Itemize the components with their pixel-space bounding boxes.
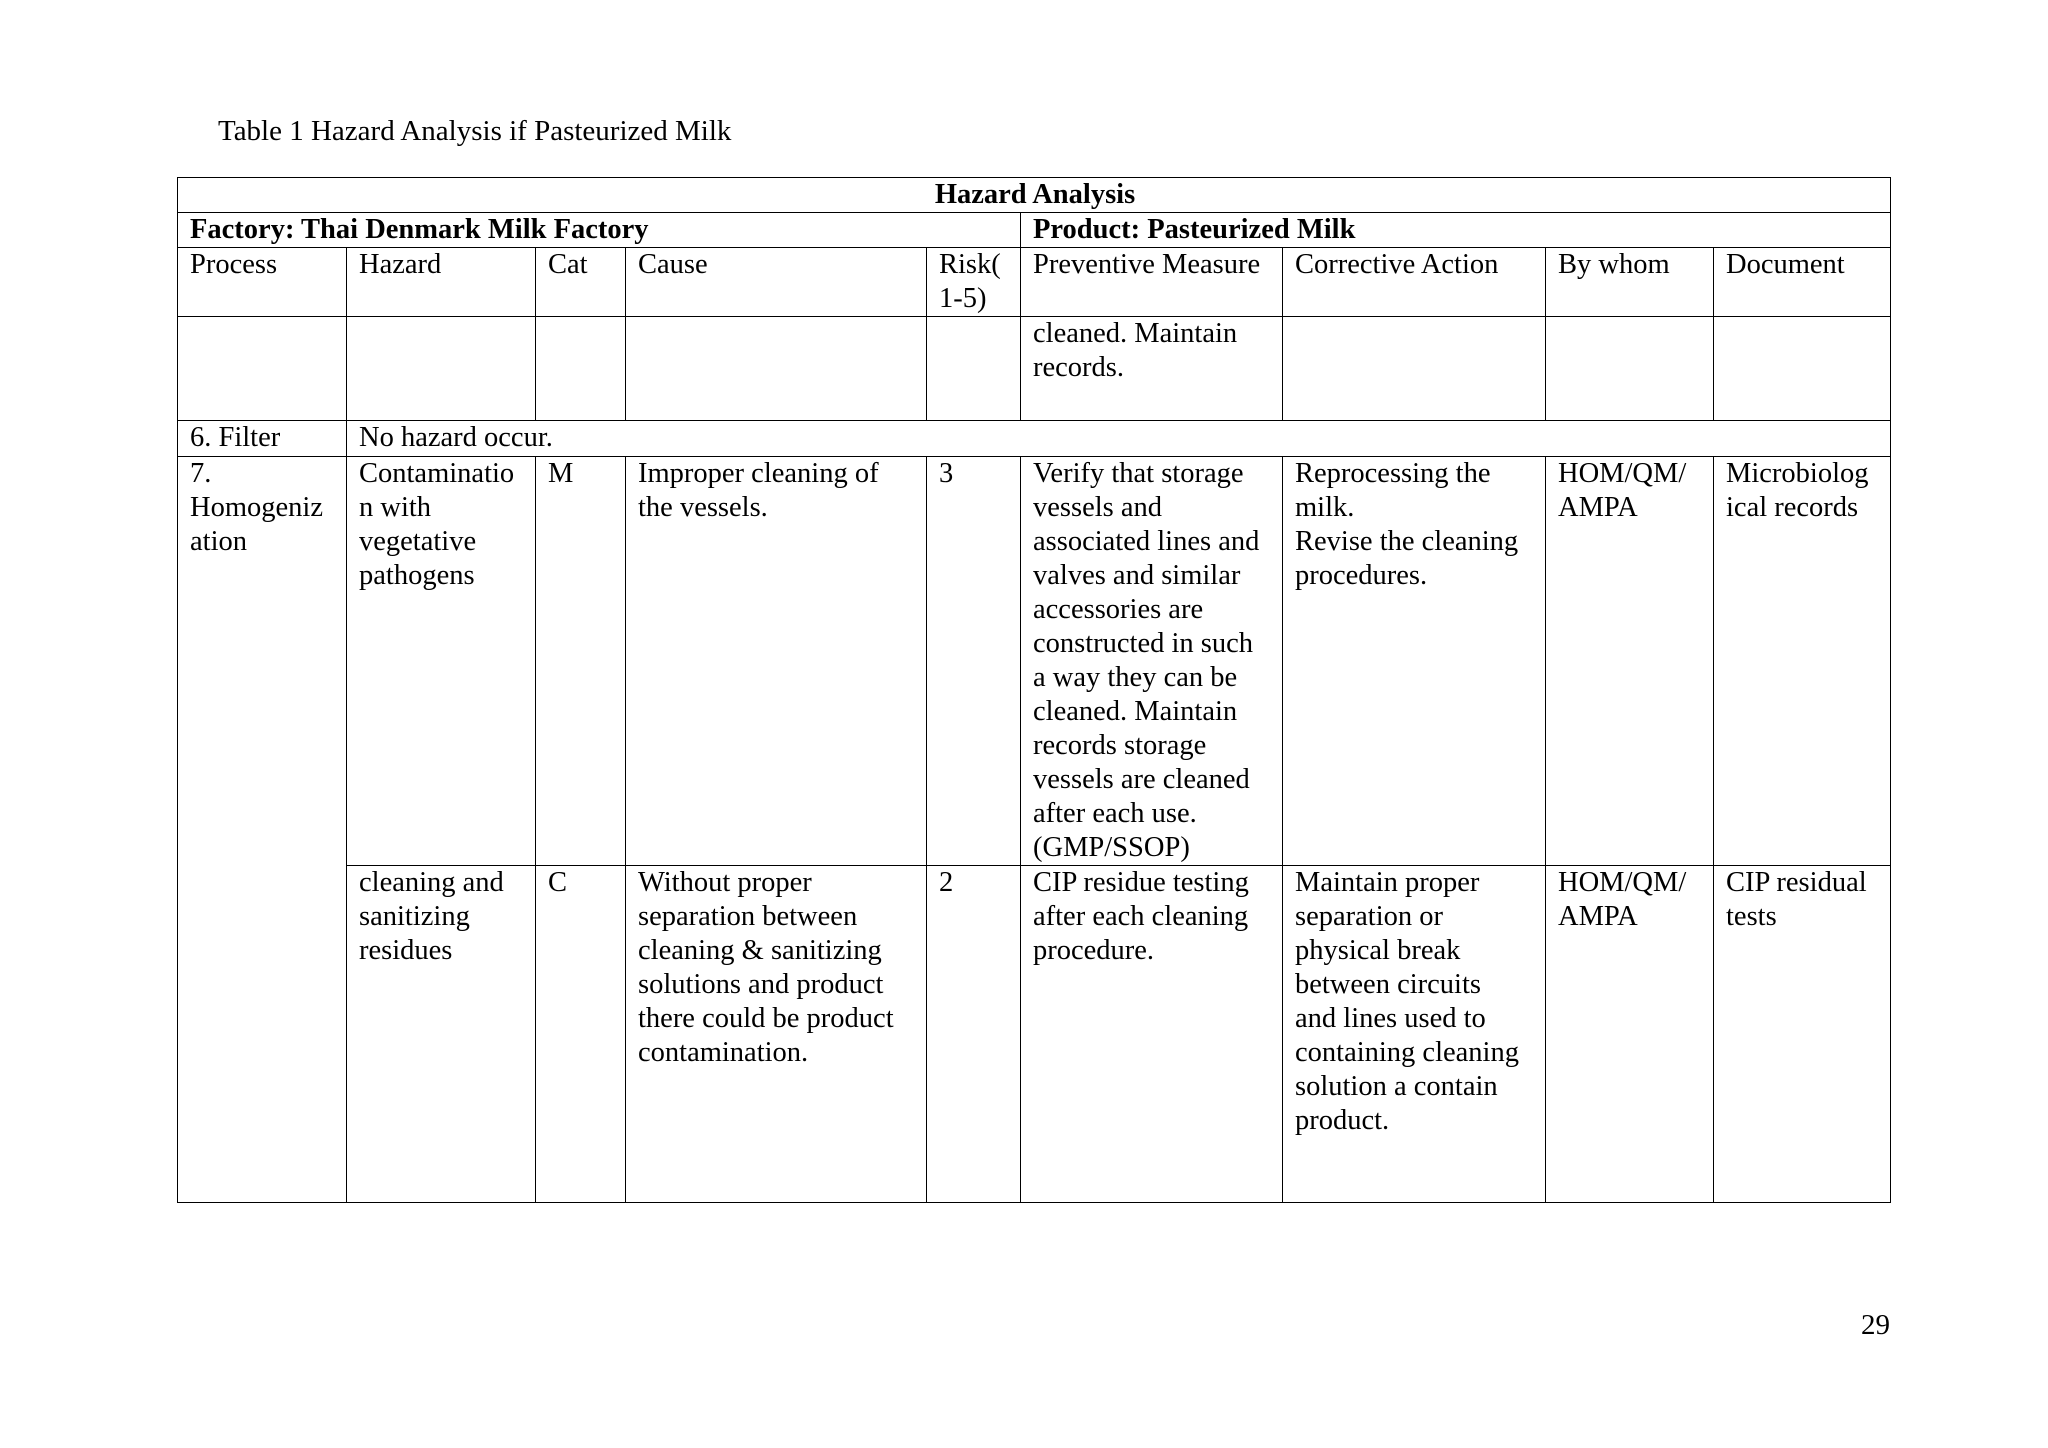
header-row — [178, 248, 1891, 317]
table-cell — [1283, 317, 1546, 421]
header-risk: Risk( 1-5) — [927, 248, 1021, 317]
factory-label: Factory: Thai Denmark Milk Factory — [178, 213, 1021, 248]
table-row — [178, 866, 1891, 1203]
header-preventive-measure: Preventive Measure — [1021, 248, 1283, 317]
preventive-cell: Verify that storage vessels and associated lines and valves and similar accessories are constructed in such a way they can be cleaned. Maintain records storage vessels are cleaned after each use. (GMP/SSOP) — [1021, 457, 1283, 866]
risk-cell: 3 — [927, 457, 1021, 866]
product-label: Product: Pasteurized Milk — [1021, 213, 1891, 248]
table-row — [178, 317, 1891, 421]
table-cell — [1714, 317, 1891, 421]
continuation-preventive: cleaned. Maintain records. — [1021, 317, 1283, 421]
table-cell — [536, 317, 626, 421]
risk-cell: 2 — [927, 866, 1021, 1203]
cat-cell: C — [536, 866, 626, 1203]
header-cause: Cause — [626, 248, 927, 317]
preventive-cell: CIP residue testing after each cleaning procedure. — [1021, 866, 1283, 1203]
table-cell — [927, 317, 1021, 421]
table-row — [178, 457, 1891, 866]
filter-process: 6. Filter — [178, 421, 347, 457]
table-title: Hazard Analysis — [178, 178, 1891, 213]
hazard-cell: cleaning and sanitizing residues — [347, 866, 536, 1203]
header-corrective-action: Corrective Action — [1283, 248, 1546, 317]
filter-row — [178, 421, 1891, 457]
cause-cell: Without proper separation between cleaning & sanitizing solutions and product there could be product contamination. — [626, 866, 927, 1203]
corrective-cell: Maintain proper separation or physical break between circuits and lines used to containing cleaning solution a contain product. — [1283, 866, 1546, 1203]
by-whom-cell: HOM/QM/ AMPA — [1546, 457, 1714, 866]
table-cell — [178, 317, 347, 421]
header-hazard: Hazard — [347, 248, 536, 317]
table-cell — [347, 317, 536, 421]
by-whom-cell: HOM/QM/ AMPA — [1546, 866, 1714, 1203]
corrective-cell: Reprocessing the milk. Revise the cleaning procedures. — [1283, 457, 1546, 866]
factory-product-row — [178, 213, 1891, 248]
document-cell: Microbiolog ical records — [1714, 457, 1891, 866]
hazard-cell: Contaminatio n with vegetative pathogens — [347, 457, 536, 866]
cat-cell: M — [536, 457, 626, 866]
homogenization-process: 7. Homogeniz ation — [178, 457, 347, 1203]
table-title-row — [178, 178, 1891, 213]
document-cell: CIP residual tests — [1714, 866, 1891, 1203]
cause-cell: Improper cleaning of the vessels. — [626, 457, 927, 866]
header-process: Process — [178, 248, 347, 317]
filter-note: No hazard occur. — [347, 421, 1891, 457]
hazard-analysis-table — [177, 177, 1891, 1203]
table-cell — [626, 317, 927, 421]
table-caption: Table 1 Hazard Analysis if Pasteurized Milk — [218, 115, 732, 147]
table-cell — [1546, 317, 1714, 421]
header-cat: Cat — [536, 248, 626, 317]
header-by-whom: By whom — [1546, 248, 1714, 317]
header-document: Document — [1714, 248, 1891, 317]
page-number: 29 — [1861, 1309, 1890, 1341]
